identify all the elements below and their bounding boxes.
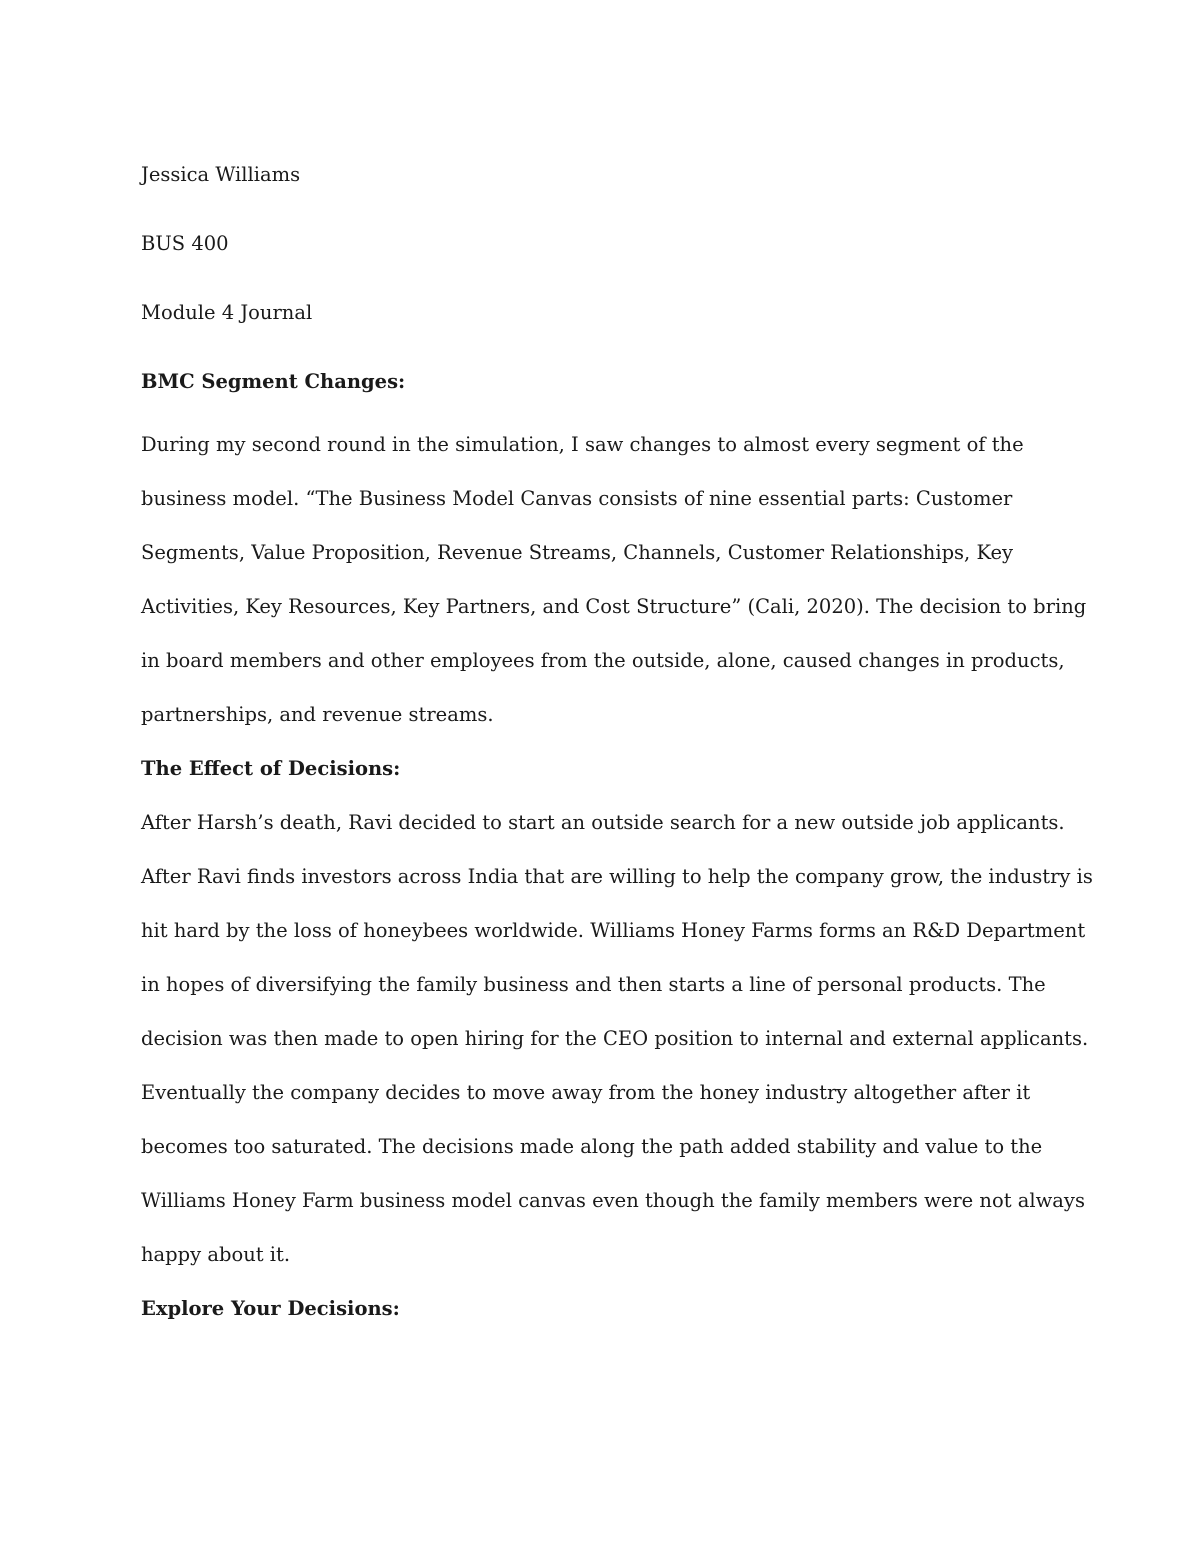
document-body: [141, 140, 1093, 1336]
paragraph-line: business model. “The Business Model Canvas consists of nine essential parts: Customer: [141, 487, 1013, 510]
paragraph-line: Segments, Value Proposition, Revenue Streams, Channels, Customer Relationships, Key: [141, 541, 1014, 564]
paragraph-line: After Ravi finds investors across India that are willing to help the company grow, the industry is: [141, 865, 1093, 888]
paragraph-line: After Harsh’s death, Ravi decided to start an outside search for a new outside job applicants.: [141, 811, 1065, 834]
paragraph-line: happy about it.: [141, 1243, 291, 1266]
section-heading-explore: Explore Your Decisions:: [141, 1297, 400, 1320]
paragraph-line: in hopes of diversifying the family business and then starts a line of personal products. The: [141, 973, 1046, 996]
section-body-effect: [141, 796, 1093, 1282]
author-name: Jessica Williams: [141, 163, 301, 186]
course-code: BUS 400: [141, 232, 229, 255]
section-heading-effect: The Effect of Decisions:: [141, 757, 401, 780]
section-heading-bmc: BMC Segment Changes:: [141, 370, 406, 393]
paragraph-line: Eventually the company decides to move away from the honey industry altogether after it: [141, 1081, 1031, 1104]
paragraph-line: Williams Honey Farm business model canvas even though the family members were not always: [141, 1189, 1085, 1212]
paragraph-line: decision was then made to open hiring for the CEO position to internal and external applicants.: [141, 1027, 1089, 1050]
paragraph-line: During my second round in the simulation, I saw changes to almost every segment of the: [141, 433, 1024, 456]
paragraph-line: partnerships, and revenue streams.: [141, 703, 494, 726]
section-body-bmc: [141, 418, 1087, 742]
paragraph-line: in board members and other employees from the outside, alone, caused changes in products,: [141, 649, 1065, 672]
paragraph-line: hit hard by the loss of honeybees worldwide. Williams Honey Farms forms an R&D Department: [141, 919, 1086, 942]
paragraph-line: becomes too saturated. The decisions made along the path added stability and value to the: [141, 1135, 1043, 1158]
paragraph-line: Activities, Key Resources, Key Partners, and Cost Structure” (Cali, 2020). The decision to bring: [141, 595, 1087, 618]
assignment-title: Module 4 Journal: [141, 301, 313, 324]
